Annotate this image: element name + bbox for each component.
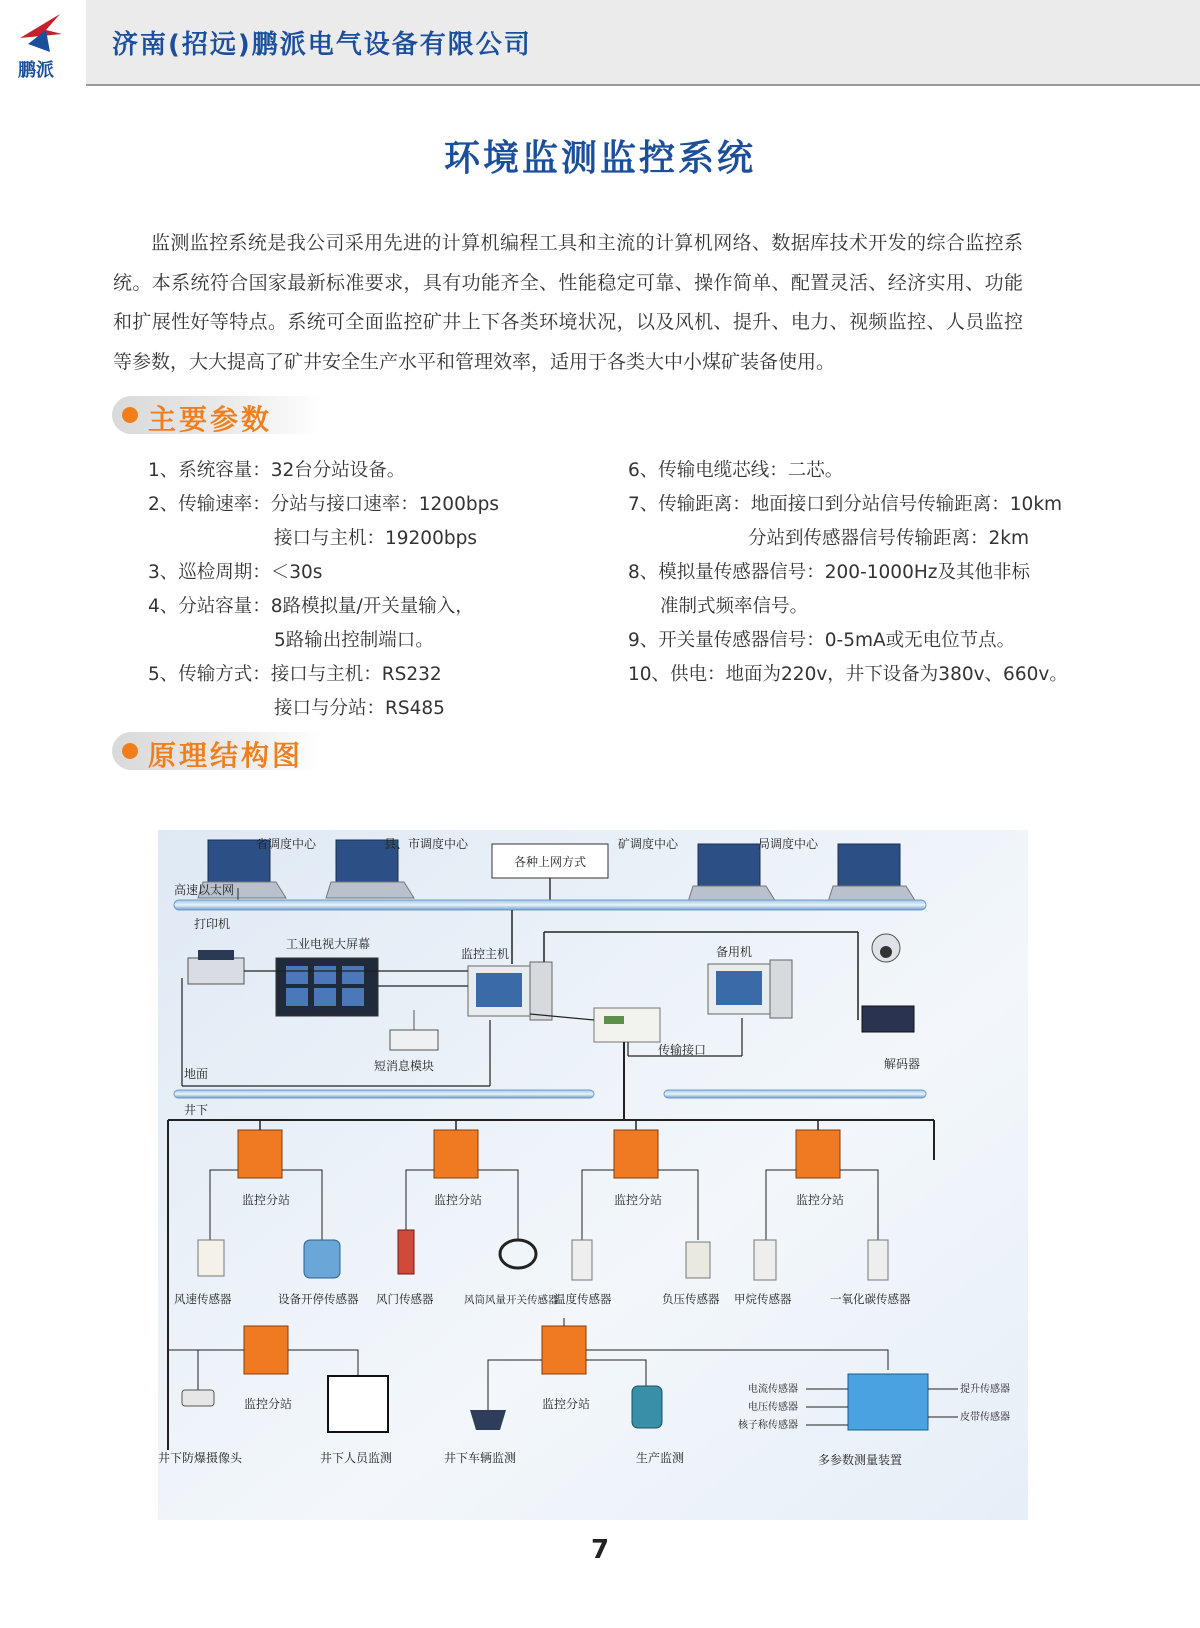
dome-camera-icon — [872, 934, 900, 962]
label-host: 监控主机 — [461, 947, 510, 961]
param-item: 6、传输电缆芯线：二芯。 — [628, 460, 844, 481]
label-multi: 多参数测量装置 — [818, 1453, 903, 1467]
param-item: 5、传输方式：接口与主机：RS232 — [148, 664, 442, 685]
ground-bus-right — [664, 1090, 926, 1098]
label-voltage: 电压传感器 — [748, 1402, 798, 1413]
logo-text: 鹏派 — [18, 60, 54, 81]
label-hoist: 提升传感器 — [960, 1384, 1010, 1395]
computer-icon — [708, 960, 792, 1018]
mine-cart-icon — [470, 1410, 506, 1430]
label-interface: 传输接口 — [658, 1043, 707, 1057]
co-sensor-icon — [868, 1240, 888, 1280]
label-sensor: 温度传感器 — [554, 1292, 612, 1306]
label-sensor: 负压传感器 — [662, 1292, 720, 1306]
label-sensor: 风门传感器 — [376, 1292, 434, 1306]
label-current: 电流传感器 — [748, 1384, 798, 1395]
tv-wall-icon — [276, 958, 378, 1016]
header-band — [86, 0, 1200, 86]
label-decoder: 解码器 — [884, 1057, 921, 1071]
label-sensor: 一氧化碳传感器 — [830, 1292, 911, 1306]
label-network-modes: 各种上网方式 — [513, 855, 587, 869]
section-title-diagram: 原理结构图 — [148, 739, 304, 772]
label-underground: 井下 — [184, 1103, 209, 1117]
multi-parameter-device-icon — [848, 1374, 928, 1430]
label-substation: 监控分站 — [613, 1193, 663, 1207]
bullet-dot-icon — [122, 743, 138, 759]
ground-bus-left — [174, 1090, 594, 1098]
section-heading-diagram — [112, 732, 322, 770]
explosion-proof-camera-icon — [182, 1390, 214, 1406]
substation-icon — [614, 1130, 658, 1178]
section-heading-params — [112, 396, 322, 434]
production-monitoring-icon — [632, 1386, 662, 1428]
substation-icon — [542, 1326, 586, 1374]
label-nuclear: 核子称传感器 — [738, 1420, 798, 1431]
param-item: 3、巡检周期：＜30s — [148, 562, 323, 583]
air-door-sensor-icon — [398, 1230, 414, 1274]
param-item: 10、供电：地面为220v，井下设备为380v、660v。 — [628, 664, 1068, 685]
label-cam: 井下防爆摄像头 — [158, 1451, 243, 1465]
label-ground: 地面 — [184, 1067, 209, 1081]
label-substation: 监控分站 — [241, 1193, 291, 1207]
substation-icon — [434, 1130, 478, 1178]
label-production: 生产监测 — [636, 1451, 685, 1465]
personnel-monitoring-icon — [328, 1376, 388, 1432]
label-sensor: 风筒风量开关传感器 — [464, 1294, 559, 1306]
param-item: 8、模拟量传感器信号：200-1000Hz及其他非标 — [628, 562, 1030, 583]
substation-icon — [238, 1130, 282, 1178]
bullet-dot-icon — [122, 407, 138, 423]
param-item: 4、分站容量：8路模拟量/开关量输入， — [148, 596, 474, 617]
label-vehicle: 井下车辆监测 — [444, 1451, 517, 1465]
logo-arrow-icon — [0, 0, 86, 60]
param-item: 接口与主机：19200bps — [274, 528, 477, 549]
param-item: 分站到传感器信号传输距离：2km — [748, 528, 1030, 549]
label-substation: 监控分站 — [541, 1397, 591, 1411]
equipment-switch-sensor-icon — [304, 1240, 340, 1278]
decoder-icon — [862, 1006, 914, 1032]
ethernet-bus — [174, 900, 926, 910]
label-personnel: 井下人员监测 — [320, 1451, 393, 1465]
wind-speed-sensor-icon — [198, 1240, 224, 1276]
param-item: 5路输出控制端口。 — [274, 630, 434, 651]
label-county: 县、市调度中心 — [384, 837, 469, 851]
company-name: 济南(招远)鹏派电气设备有限公司 — [112, 30, 532, 60]
page-title: 环境监测监控系统 — [443, 138, 756, 179]
intro-paragraph: 监测监控系统是我公司采用先进的计算机编程工具和主流的计算机网络、数据库技术开发的综合监控系统。本系统符合国家最新标准要求，具有功能齐全、性能稳定可靠、操作简单、配置灵活、经济实用、功能和扩展性好等特点。系统可全面监控矿井上下各类环境状况，以及风机、提升、电力、视频监控、人员监控等参数，大大提高了矿井安全生产水平和管理效率，适用于各类大中小煤矿装备使用。 — [113, 232, 1023, 373]
label-sensor: 风速传感器 — [174, 1292, 232, 1306]
label-belt: 皮带传感器 — [960, 1412, 1010, 1423]
substation-icon — [244, 1326, 288, 1374]
label-sensor: 甲烷传感器 — [734, 1292, 792, 1306]
label-substation: 监控分站 — [433, 1193, 483, 1207]
page-header — [0, 0, 1200, 86]
label-backup: 备用机 — [716, 945, 753, 959]
param-item: 7、传输距离：地面接口到分站信号传输距离：10km — [628, 494, 1063, 515]
param-item: 接口与分站：RS485 — [274, 698, 445, 719]
label-sensor: 设备开停传感器 — [278, 1292, 359, 1306]
label-bureau: 局调度中心 — [758, 837, 819, 851]
substation-icon — [796, 1130, 840, 1178]
param-item: 2、传输速率：分站与接口速率：1200bps — [148, 494, 499, 515]
label-printer: 打印机 — [194, 917, 231, 931]
param-item: 准制式频率信号。 — [660, 596, 809, 617]
label-prov: 省调度中心 — [256, 837, 317, 851]
section-title-params: 主要参数 — [148, 403, 273, 436]
param-item: 9、开关量传感器信号：0-5mA或无电位节点。 — [628, 630, 1016, 651]
label-mine: 矿调度中心 — [618, 837, 679, 851]
label-substation: 监控分站 — [795, 1193, 845, 1207]
company-logo — [0, 0, 86, 86]
system-structure-diagram — [158, 830, 1028, 1520]
label-sms: 短消息模块 — [374, 1059, 435, 1073]
label-substation: 监控分站 — [243, 1397, 293, 1411]
page-number: 7 — [590, 1535, 610, 1565]
label-ethernet: 高速以太网 — [174, 883, 235, 897]
transmission-interface-icon — [594, 1008, 660, 1042]
negative-pressure-sensor-icon — [686, 1242, 710, 1278]
param-item: 1、系统容量：32台分站设备。 — [148, 460, 406, 481]
methane-sensor-icon — [754, 1240, 776, 1280]
temperature-sensor-icon — [572, 1240, 592, 1280]
computer-icon — [468, 962, 552, 1020]
label-tv-wall: 工业电视大屏幕 — [286, 937, 371, 951]
